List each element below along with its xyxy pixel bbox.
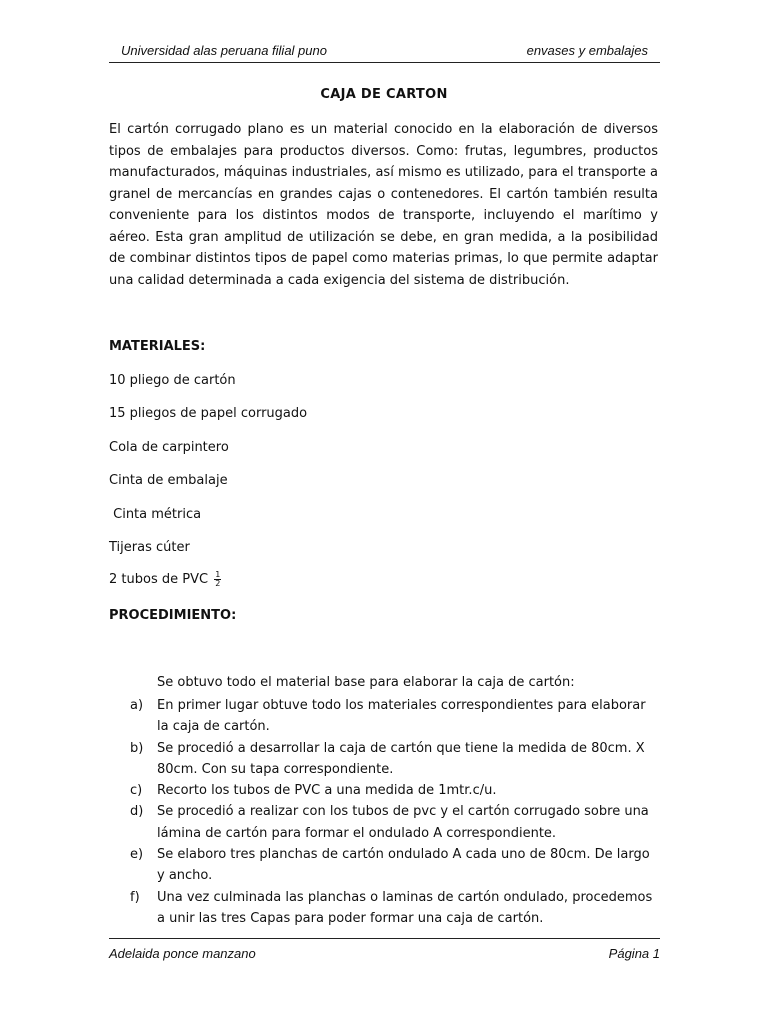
fraction-numerator: 1 (215, 570, 221, 579)
step-marker: f) (130, 889, 140, 905)
step-text: Se elaboro tres planchas de cartón ondulado A cada uno de 80cm. De largo y ancho. (157, 847, 650, 884)
material-item: Tijeras cúter (109, 540, 190, 555)
procedure-step (130, 738, 658, 781)
page-footer (109, 938, 660, 963)
procedure-step (130, 887, 658, 930)
step-marker: c) (130, 783, 143, 799)
page-number: Página 1 (608, 946, 660, 961)
material-item: Cinta de embalaje (109, 473, 228, 488)
step-marker: d) (130, 804, 144, 820)
step-text: Se procedió a desarrollar la caja de cartón que tiene la medida de 80cm. X 80cm. Con su tapa correspondiente. (157, 740, 645, 777)
document-title: CAJA DE CARTON (320, 87, 448, 102)
intro-paragraph: El cartón corrugado plano es un material conocido en la elaboración de diversos tipos de embalajes para productos diversos. Como: frutas, legumbres, productos manufacturados, máquinas industriales, así mismo es utilizado, para el transporte a granel de mercancías en grandes cajas o contenedores. El cartón también resulta conveniente para los distintos modos de transporte, incluyendo el marítimo y aéreo. Esta gran amplitud de utilización se debe, en gran medida, a la posibilidad de combinar distintos tipos de papel como materias primas, lo que permite adaptar una calidad determinada a cada exigencia del sistema de distribución. (109, 122, 658, 288)
fraction (214, 571, 221, 588)
procedure-step (130, 695, 658, 738)
procedure-steps (130, 695, 658, 929)
material-item-text: 2 tubos de PVC (109, 572, 209, 587)
procedure-step (130, 801, 658, 844)
header-university: Universidad alas peruana filial puno (121, 43, 327, 58)
step-marker: e) (130, 847, 144, 863)
procedure-heading: PROCEDIMIENTO: (109, 608, 237, 623)
material-item-pvc (109, 571, 221, 588)
step-marker: b) (130, 740, 144, 756)
material-item: 10 pliego de cartón (109, 373, 236, 388)
header-subject: envases y embalajes (526, 43, 648, 58)
procedure-intro: Se obtuvo todo el material base para elaborar la caja de cartón: (157, 675, 575, 690)
procedure-step (130, 780, 658, 801)
footer-author: Adelaida ponce manzano (109, 946, 256, 961)
material-item: Cinta métrica (109, 507, 202, 522)
step-marker: a) (130, 698, 144, 713)
material-item: 15 pliegos de papel corrugado (109, 406, 308, 421)
fraction-denominator: 2 (215, 579, 221, 588)
step-text: Se procedió a realizar con los tubos de pvc y el cartón corrugado sobre una lámina de cartón para formar el ondulado A correspondiente. (157, 804, 649, 841)
material-item: Cola de carpintero (109, 440, 229, 455)
materials-heading: MATERIALES: (109, 339, 206, 354)
page-header (109, 42, 660, 63)
step-text: Recorto los tubos de PVC a una medida de 1mtr.c/u. (157, 783, 497, 799)
step-text: Una vez culminada las planchas o laminas de cartón ondulado, procedemos a unir las tres Capas para poder formar una caja de cartón. (157, 889, 653, 926)
step-text: En primer lugar obtuve todo los materiales correspondientes para elaborar la caja de cartón. (157, 698, 646, 735)
procedure-step (130, 844, 658, 887)
